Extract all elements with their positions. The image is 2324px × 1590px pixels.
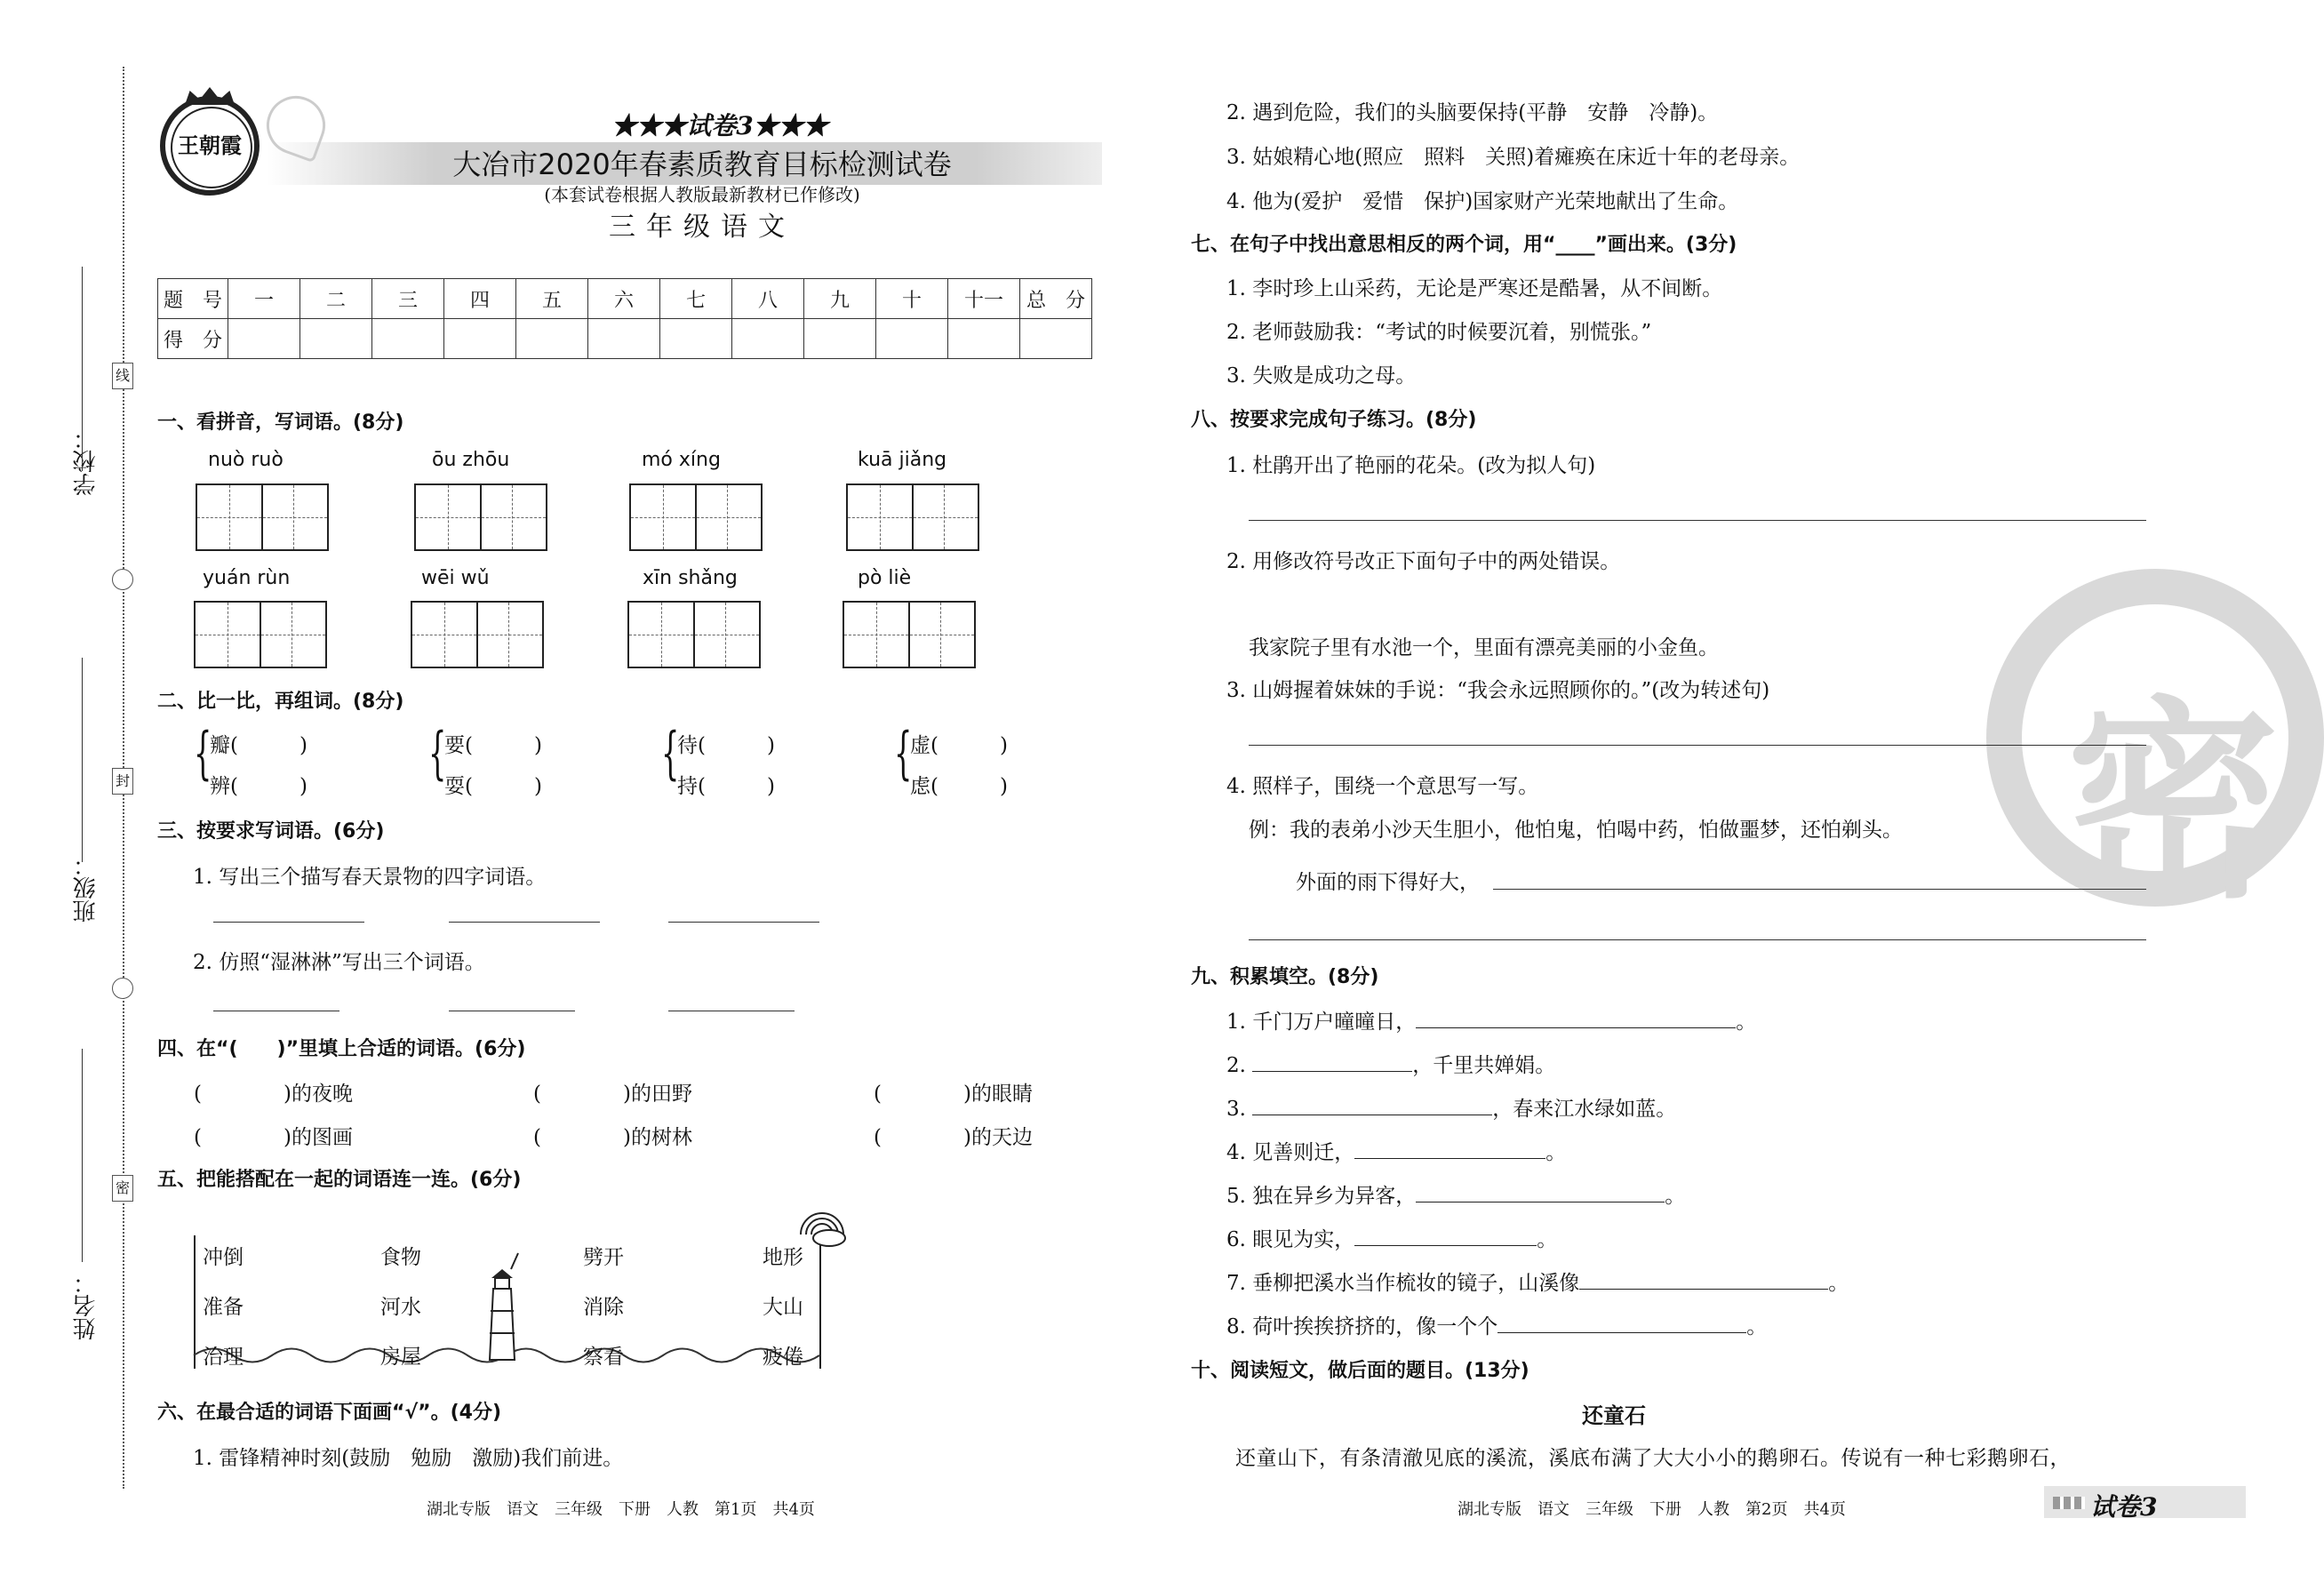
poem-text: 7. 垂柳把溪水当作梳妆的镜子，山溪像 [1226,1272,1580,1295]
question-6-1[interactable]: 1. 雷锋精神时刻(鼓励 勉励 激励)我们前进。 [193,1447,624,1470]
score-header: 题 号 [158,279,228,319]
match-word[interactable]: 食物 [380,1246,421,1269]
score-header: 六 [588,279,660,319]
answer-line[interactable] [449,922,600,923]
binding-hole-icon [112,978,133,999]
poem-text: 。 [1828,1272,1849,1295]
writing-box[interactable] [414,483,547,551]
seal-box-2: 封 [112,768,133,795]
brace-icon: { [194,721,212,787]
rainbow-cloud-icon [795,1204,849,1249]
pinyin: kuā jiǎng [858,449,947,471]
fill-item[interactable]: ( )的眼睛 [874,1083,1033,1106]
name-field[interactable] [82,1049,83,1262]
grade-subject: 三年级语文 [609,212,795,243]
question-3-2: 2. 仿照“湿淋淋”写出三个词语。 [193,951,485,974]
compare-item[interactable]: 虑( ) [910,775,1008,798]
match-frame-right [819,1235,821,1369]
poem-text: 。 [1665,1185,1686,1208]
score-header: 十一 [948,279,1020,319]
question-6-3[interactable]: 3. 姑娘精心地(照应 照料 关照)着瘫痪在床近十年的老母亲。 [1226,146,1801,169]
fill-item[interactable]: ( )的图画 [194,1126,353,1149]
poem-blank[interactable] [1252,1051,1412,1072]
poem-line [1226,1049,1555,1078]
brace-icon: { [428,721,447,787]
compare-item[interactable]: 虚( ) [910,734,1008,757]
answer-line[interactable] [213,922,364,923]
score-cell[interactable] [660,319,732,359]
question-8-1: 1. 杜鹃开出了艳丽的花朵。(改为拟人句) [1226,454,1596,477]
logo [160,96,260,196]
question-6-4[interactable]: 4. 他为(爱护 爱惜 保护)国家财产光荣地献出了生命。 [1226,190,1739,213]
fill-item[interactable]: ( )的夜晚 [194,1083,353,1106]
section-4-title: 四、在“( )”里填上合适的词语。(6分) [157,1038,526,1060]
match-word[interactable]: 治理 [203,1346,244,1369]
poem-text: 8. 荷叶挨挨挤挤的，像一个个 [1226,1315,1498,1338]
section-9-title: 九、积累填空。(8分) [1191,966,1379,988]
footer-right: 湖北专版 语文 三年级 下册 人教 第2页 共4页 [1457,1500,1846,1519]
poem-blank[interactable] [1354,1226,1537,1246]
score-cell[interactable] [516,319,588,359]
exam-title: 大冶市2020年春素质教育目标检测试卷 [452,148,952,181]
fill-item[interactable]: ( )的天边 [874,1126,1033,1149]
sentence-prompt: 外面的雨下得好大， [1296,871,1480,894]
section-3-title: 三、按要求写词语。(6分) [157,820,385,843]
match-word[interactable]: 察看 [583,1346,624,1369]
class-field[interactable] [82,658,83,862]
pinyin: yuán rùn [203,567,291,589]
score-cell[interactable] [228,319,300,359]
passage-text: 还童山下，有条清澈见底的溪流，溪底布满了大大小小的鹅卵石。传说有一种七彩鹅卵石， [1235,1447,2071,1470]
poem-line [1226,1005,1756,1035]
poem-line [1226,1136,1566,1165]
poem-line [1226,1179,1685,1209]
question-7-2[interactable]: 2. 老师鼓励我：“考试的时候要沉着，别慌张。” [1226,321,1652,344]
compare-item[interactable]: 瓣( ) [210,734,307,757]
brace-icon: { [894,721,913,787]
score-cell[interactable] [732,319,804,359]
score-cell[interactable] [876,319,948,359]
score-header: 总 分 [1020,279,1092,319]
score-header: 七 [660,279,732,319]
question-7-3[interactable]: 3. 失败是成功之母。 [1226,364,1417,388]
pinyin: mó xíng [642,449,721,471]
score-header: 一 [228,279,300,319]
sentence-to-correct[interactable]: 我家院子里有水池一个，里面有漂亮美丽的小金鱼。 [1249,636,1719,659]
passage-title: 还童石 [1582,1403,1646,1428]
poem-text: 。 [1736,1011,1757,1034]
school-label: 学校： [73,427,100,496]
score-cell[interactable] [300,319,372,359]
score-cell[interactable] [588,319,660,359]
match-word[interactable]: 地形 [763,1246,803,1269]
score-header: 八 [732,279,804,319]
score-header: 五 [516,279,588,319]
writing-box[interactable] [196,483,329,551]
poem-blank[interactable] [1497,1313,1746,1333]
writing-box[interactable] [411,601,544,668]
writing-box[interactable] [846,483,979,551]
compare-item[interactable]: 持( ) [677,775,775,798]
pinyin: pò liè [858,567,912,589]
score-cell[interactable] [1020,319,1092,359]
watermark-seal [1986,569,2324,927]
question-3-1: 1. 写出三个描写春天景物的四字词语。 [193,866,547,889]
question-8-3: 3. 山姆握着妹妹的手说：“我会永远照顾你的。”(改为转述句) [1226,679,1770,702]
score-header: 九 [804,279,876,319]
poem-text: 。 [1537,1228,1558,1251]
section-7-title: 七、在句子中找出意思相反的两个词，用“____”画出来。(3分) [1191,234,1737,256]
poem-line [1226,1092,1676,1122]
score-cell[interactable] [948,319,1020,359]
poem-text: 。 [1746,1315,1768,1338]
poem-blank[interactable] [1354,1139,1545,1159]
footer-left: 湖北专版 语文 三年级 下册 人教 第1页 共4页 [427,1500,815,1519]
poem-line [1226,1310,1767,1339]
school-field[interactable] [82,267,83,471]
section-6-title: 六、在最合适的词语下面画“√”。(4分) [157,1402,502,1424]
footer-tag-squares [2053,1497,2085,1509]
match-word[interactable]: 消除 [583,1296,624,1319]
score-header: 四 [444,279,516,319]
poem-blank[interactable] [1416,1182,1665,1202]
fill-item[interactable]: ( )的树林 [533,1126,692,1149]
poem-text: 3. [1226,1098,1253,1121]
compare-item[interactable]: 要( ) [444,734,542,757]
pinyin: xīn shǎng [643,567,738,589]
example-sentence: 例：我的表弟小沙天生胆小，他怕鬼，怕喝中药，怕做噩梦，还怕剃头。 [1249,819,1903,842]
poem-text: 。 [1545,1141,1567,1164]
class-label: 班级： [73,853,100,923]
score-cell[interactable] [444,319,516,359]
section-8-title: 八、按要求完成句子练习。(8分) [1191,409,1477,431]
match-word[interactable]: 准备 [203,1296,244,1319]
logo-text: 王朝霞 [178,132,242,158]
name-label: 姓名： [73,1271,100,1340]
writing-box[interactable] [627,601,761,668]
pinyin: wēi wǔ [421,567,490,589]
watermark-text: 密 [2066,678,2280,927]
poem-text: 1. 千门万户曈曈日， [1226,1011,1417,1034]
question-8-4: 4. 照样子，围绕一个意思写一写。 [1226,775,1539,798]
question-6-2[interactable]: 2. 遇到危险，我们的头脑要保持(平静 安静 冷静)。 [1226,101,1719,124]
seal-box-1: 线 [112,363,133,389]
footer-paper-tag: 试卷3 [2090,1492,2158,1522]
poem-line [1226,1223,1557,1252]
poem-blank[interactable] [1252,1095,1492,1115]
question-8-2: 2. 用修改符号改正下面句子中的两处错误。 [1226,550,1621,573]
answer-line[interactable] [1249,745,2146,746]
poem-text: ，春来江水绿如蓝。 [1492,1098,1677,1121]
brace-icon: { [661,721,680,787]
binding-hole-icon [112,569,133,590]
crown-icon [185,87,235,105]
match-word[interactable]: 疲倦 [763,1346,803,1369]
compare-item[interactable]: 辨( ) [210,775,307,798]
score-header: 二 [300,279,372,319]
poem-text: 2. [1226,1054,1253,1077]
match-word[interactable]: 大山 [763,1296,803,1319]
section-1-title: 一、看拼音，写词语。(8分) [157,411,404,434]
exam-subtitle: (本套试卷根据人教版最新教材已作修改) [544,184,860,205]
poem-blank[interactable] [1579,1269,1828,1290]
section-10-title: 十、阅读短文，做后面的题目。(13分) [1191,1360,1529,1382]
poem-text: 6. 眼见为实， [1226,1228,1355,1251]
compare-item[interactable]: 耍( ) [444,775,542,798]
fill-item[interactable]: ( )的田野 [533,1083,692,1106]
lighthouse-icon [475,1262,529,1369]
paper-number: ★★★试卷3★★★ [611,111,828,140]
poem-line [1226,1266,1849,1296]
poem-text: 5. 独在异乡为异客， [1226,1185,1417,1208]
answer-line[interactable] [668,922,819,923]
answer-line[interactable] [1249,939,2146,940]
score-cell[interactable] [372,319,444,359]
pinyin: nuò ruò [208,449,284,471]
match-word[interactable]: 房屋 [380,1346,421,1369]
score-row-label: 得 分 [158,319,228,359]
compare-item[interactable]: 待( ) [677,734,775,757]
writing-box[interactable] [194,601,327,668]
score-header: 三 [372,279,444,319]
writing-box[interactable] [629,483,763,551]
section-5-title: 五、把能搭配在一起的词语连一连。(6分) [157,1169,522,1191]
question-7-1[interactable]: 1. 李时珍上山采药，无论是严寒还是酷暑，从不间断。 [1226,277,1723,300]
poem-blank[interactable] [1416,1008,1736,1028]
seal-box-3: 密 [112,1175,133,1202]
answer-line[interactable] [1493,889,2146,890]
match-word[interactable]: 劈开 [583,1246,624,1269]
score-header: 十 [876,279,948,319]
match-word[interactable]: 冲倒 [203,1246,244,1269]
section-2-title: 二、比一比，再组词。(8分) [157,691,404,713]
score-table [157,278,1092,359]
score-cell[interactable] [804,319,876,359]
writing-box[interactable] [843,601,976,668]
poem-text: ，千里共婵娟。 [1412,1054,1556,1077]
match-word[interactable]: 河水 [380,1296,421,1319]
answer-line[interactable] [1249,520,2146,521]
poem-text: 4. 见善则迁， [1226,1141,1355,1164]
pinyin: ōu zhōu [432,449,510,471]
